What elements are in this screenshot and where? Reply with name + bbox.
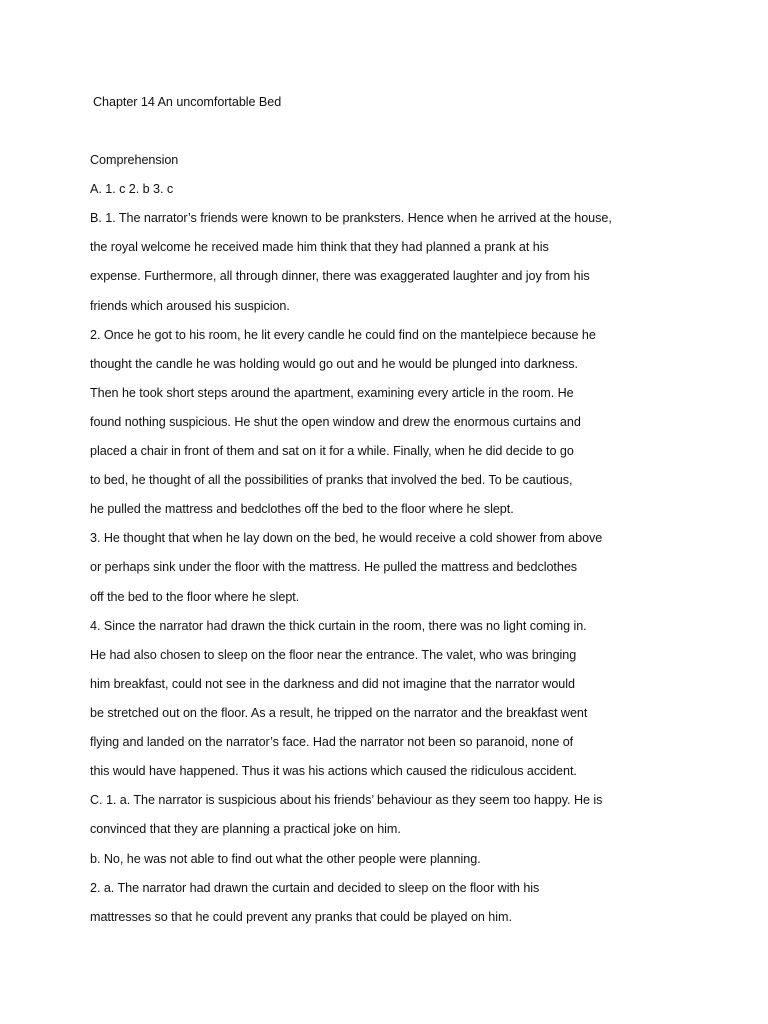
section-heading: Comprehension [90,153,179,167]
text-line: him breakfast, could not see in the darkness and did not imagine that the narrator would [90,677,575,691]
text-line: convinced that they are planning a practical joke on him. [90,822,401,836]
text-line: off the bed to the floor where he slept. [90,590,300,604]
text-line: 2. a. The narrator had drawn the curtain and decided to sleep on the floor with his [90,881,540,895]
text-line: he pulled the mattress and bedclothes off the bed to the floor where he slept. [90,502,514,516]
text-line: the royal welcome he received made him think that they had planned a prank at his [90,240,549,254]
text-line: He had also chosen to sleep on the floor near the entrance. The valet, who was bringing [90,648,577,662]
text-line: placed a chair in front of them and sat on it for a while. Finally, when he did decide to go [90,444,574,458]
text-line: or perhaps sink under the floor with the mattress. He pulled the mattress and bedclothes [90,560,578,574]
text-line: to bed, he thought of all the possibilities of pranks that involved the bed. To be cautious, [90,473,573,487]
chapter-title: Chapter 14 An uncomfortable Bed [93,95,282,109]
text-line: thought the candle he was holding would go out and he would be plunged into darkness. [90,357,578,371]
text-line: expense. Furthermore, all through dinner, there was exaggerated laughter and joy from his [90,269,590,283]
text-line: 4. Since the narrator had drawn the thick curtain in the room, there was no light coming in. [90,619,587,633]
text-line: b. No, he was not able to find out what the other people were planning. [90,852,481,866]
text-line: 2. Once he got to his room, he lit every candle he could find on the mantelpiece because he [90,328,596,342]
text-line: Then he took short steps around the apartment, examining every article in the room. He [90,386,574,400]
text-line: this would have happened. Thus it was his actions which caused the ridiculous accident. [90,764,577,778]
text-line: friends which aroused his suspicion. [90,299,290,313]
text-line: found nothing suspicious. He shut the open window and drew the enormous curtains and [90,415,581,429]
text-line: flying and landed on the narrator’s face. Had the narrator not been so paranoid, none of [90,735,574,749]
text-line: 3. He thought that when he lay down on the bed, he would receive a cold shower from above [90,531,603,545]
text-line: A. 1. c 2. b 3. c [90,182,174,196]
text-line: mattresses so that he could prevent any pranks that could be played on him. [90,910,512,924]
text-line: be stretched out on the floor. As a result, he tripped on the narrator and the breakfast went [90,706,588,720]
text-line: B. 1. The narrator’s friends were known to be pranksters. Hence when he arrived at the house, [90,211,612,225]
text-line: C. 1. a. The narrator is suspicious about his friends’ behaviour as they seem too happy. He is [90,793,603,807]
